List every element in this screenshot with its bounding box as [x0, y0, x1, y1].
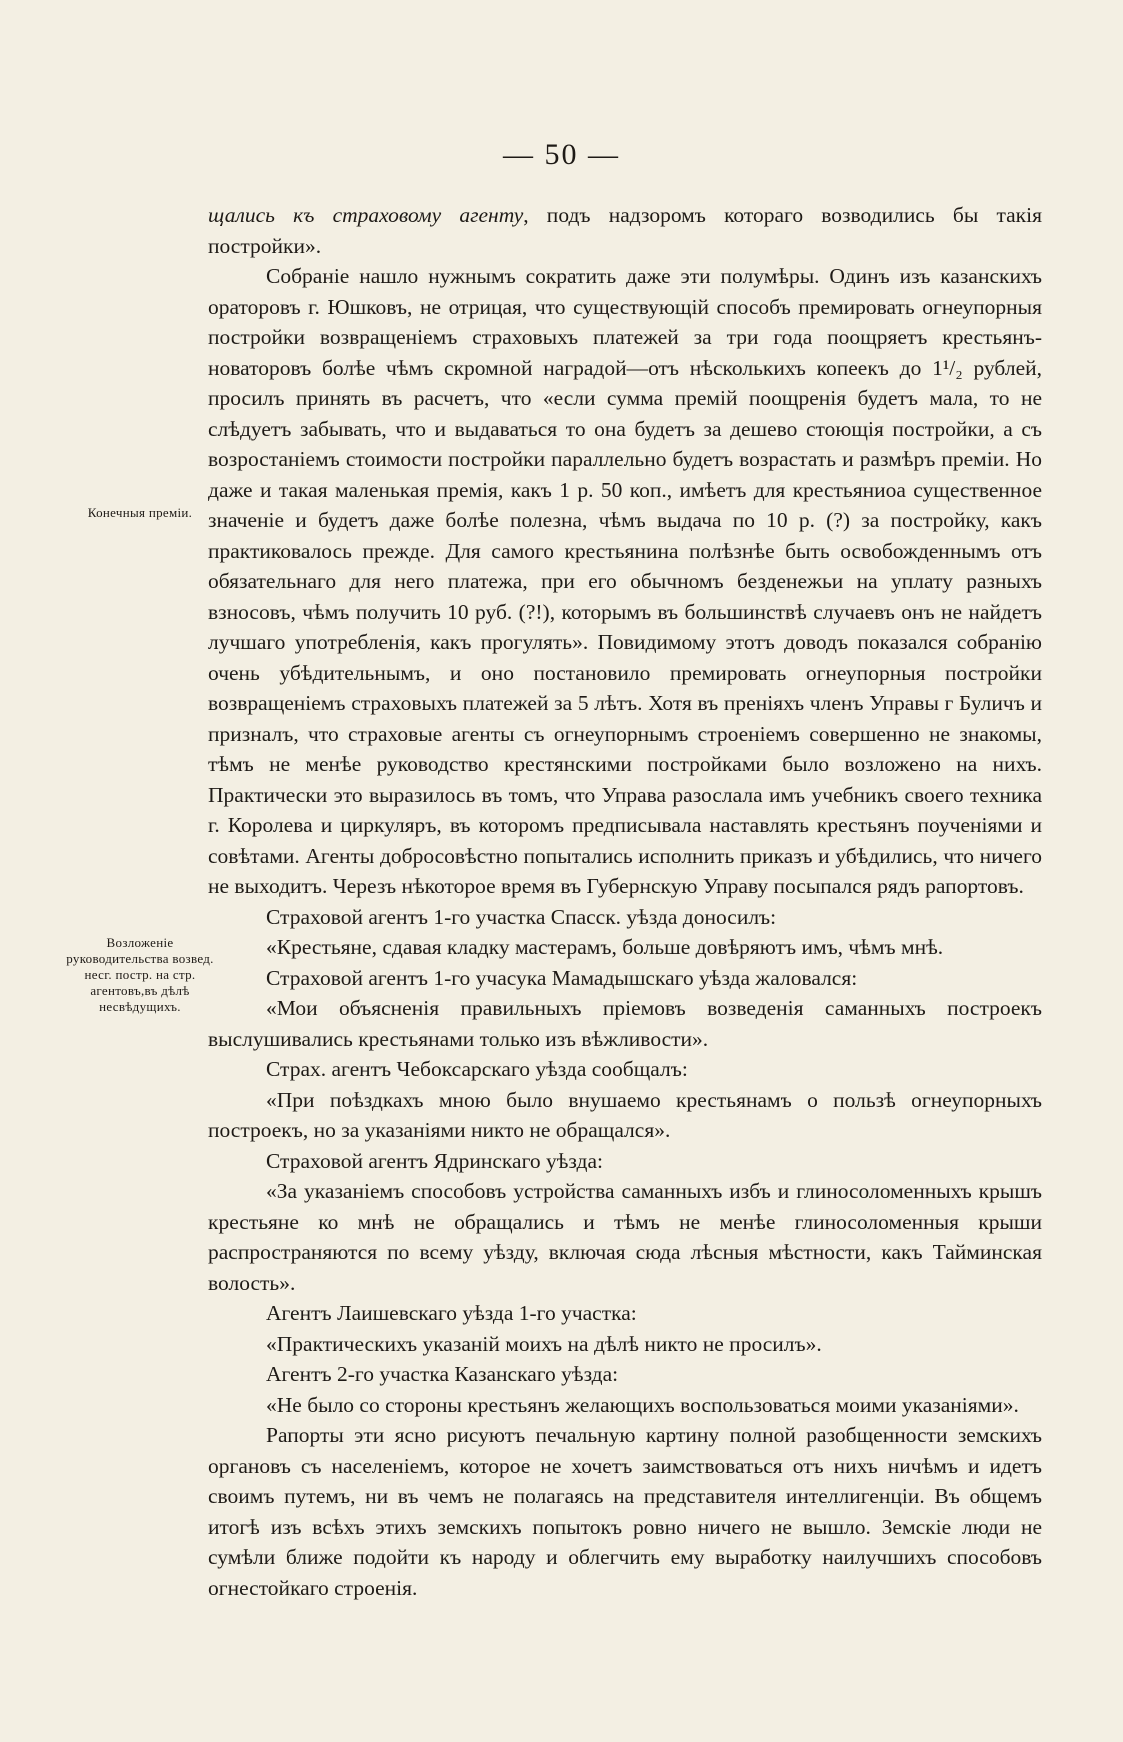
paragraph: «Крестьяне, сдавая кладку мастерамъ, больше довѣряютъ имъ, чѣмъ мнѣ. — [266, 935, 944, 959]
paragraph: «Практическихъ указанiй моихъ на дѣлѣ никто не просилъ». — [266, 1331, 822, 1356]
paragraph: Рапорты эти ясно рисуютъ печальную картину полной разобщенности земскихъ органовъ съ населенiемъ, которое не хочетъ заимствоваться отъ нихъ ничѣмъ и идетъ своимъ путемъ, ни въ чемъ не полагаясь на представителя интеллигенцiи. Въ общемъ итогѣ изъ всѣхъ этихъ земскихъ попытокъ ровно ничего не вышло. Земскiе люди не сумѣли ближе подойти къ народу и облегчить ему выработку наилучшихъ способовъ огнестойкаго строенiя. — [208, 1423, 1042, 1600]
paragraph — [208, 200, 1042, 261]
paragraph: Страховой агентъ 1-го учасука Мамадышскаго уѣзда жаловался: — [266, 965, 858, 990]
paragraph: Страховой агентъ 1-го участка Спасск. уѣзда доносилъ: — [266, 904, 777, 929]
paragraph: «Не было со стороны крестьянъ желающихъ воспользоваться моими указанiями». — [266, 1392, 1019, 1417]
paragraph: «Мои объясненiя правильныхъ прiемовъ возведенiя саманныхъ построекъ выслушивались крестьянами только изъ вѣжливости». — [208, 996, 1042, 1051]
paragraph: Страховой агентъ Ядринскаго уѣзда: — [266, 1148, 603, 1173]
paragraph-text: , подъ надзоромъ котораго возводились бы такiя постройки». — [208, 203, 1042, 258]
paragraph: Страх. агентъ Чебоксарскаго уѣзда сообщалъ: — [266, 1057, 688, 1081]
body-text — [208, 200, 1042, 1603]
paragraph: Агентъ 2-го участка Казанскаго уѣзда: — [266, 1362, 619, 1386]
emphasized-text: щались къ страховому агенту — [208, 203, 524, 227]
page-number: — 50 — — [503, 138, 620, 171]
margin-note-final-premiums: Конечныя премiи. — [87, 505, 193, 520]
paragraph: «За указанiемъ способовъ устройства саманныхъ избъ и глиносоломенныхъ крышъ крестьяне ко мнѣ не обращались и тѣмъ не менѣе глиносоломенныя крыши распространяются по всему уѣзду, включая сюда лѣсныя мѣстности, какъ Тайминская волость». — [208, 1179, 1042, 1295]
margin-note-agents-guidance: Возложенiе руководительства возвед. несг. постр. на стр. агентовъ,въ дѣлѣ несвѣдущихъ. — [66, 935, 214, 1014]
paragraph: Агентъ Лаишевскаго уѣзда 1-го участка: — [266, 1301, 637, 1325]
paragraph: Собранiе нашло нужнымъ сократить даже эти полумѣры. Одинъ изъ казанскихъ ораторовъ г. Юшковъ, не отрицая, что существующiй способъ премировать огнеупорныя постройки возвращенiемъ страховыхъ платежей за три года поощряетъ крестьянъ-новаторовъ болѣе чѣмъ скромной наградой—отъ нѣсколькихъ копеекъ до 1¹/₂ рублей, просилъ принять въ расчетъ, что «если сумма премiй поощренiя будетъ мала, то не слѣдуетъ забывать, что и выдаваться то она будетъ за дешево стоющiя постройки, а съ возростанiемъ стоимости постройки параллельно будетъ возрастать и размѣръ премiи. Но даже и такая маленькая премiя, какъ 1 р. 50 коп., имѣетъ для крестьяниоа существенное значенiе и будетъ даже болѣе полезна, чѣмъ выдача по 10 р. (?) за постройку, какъ практиковалось прежде. Для самого крестьянина полѣзнѣе быть освобожденнымъ отъ обязательнаго для него платежа, при его обычномъ безденежьи на уплату разныхъ взносовъ, чѣмъ получить 10 руб. (?!), которымъ въ большинствѣ случаевъ онъ не найдетъ лучшаго употребленiя, какъ прогулять». Повидимому этотъ доводъ показался собранiю очень убѣдительнымъ, и оно постановило премировать огнеупорныя постройки возвращенiемъ страховыхъ платежей за 5 лѣтъ. Хотя въ пренiяхъ членъ Управы г Буличъ и призналъ, что страховые агенты съ огнеупорнымъ строенiемъ совершенно не знакомы, тѣмъ не менѣе руководство крестянскими постройками было возложено на нихъ. Практически это выразилось въ томъ, что Управа разослала имъ учебникъ своего техника г. Королева и циркуляръ, въ которомъ предписывала наставлять крестьянъ поученiями и совѣтами. Агенты добросовѣстно попытались исполнить приказъ и убѣдились, что ничего не выходитъ. Черезъ нѣкоторое время въ Губернскую Управу посыпался рядъ рапортовъ. — [208, 264, 1042, 898]
paragraph: «При поѣздкахъ мною было внушаемо крестьянамъ о пользѣ огнеупорныхъ построекъ, но за указанiями никто не обращался». — [208, 1087, 1042, 1142]
